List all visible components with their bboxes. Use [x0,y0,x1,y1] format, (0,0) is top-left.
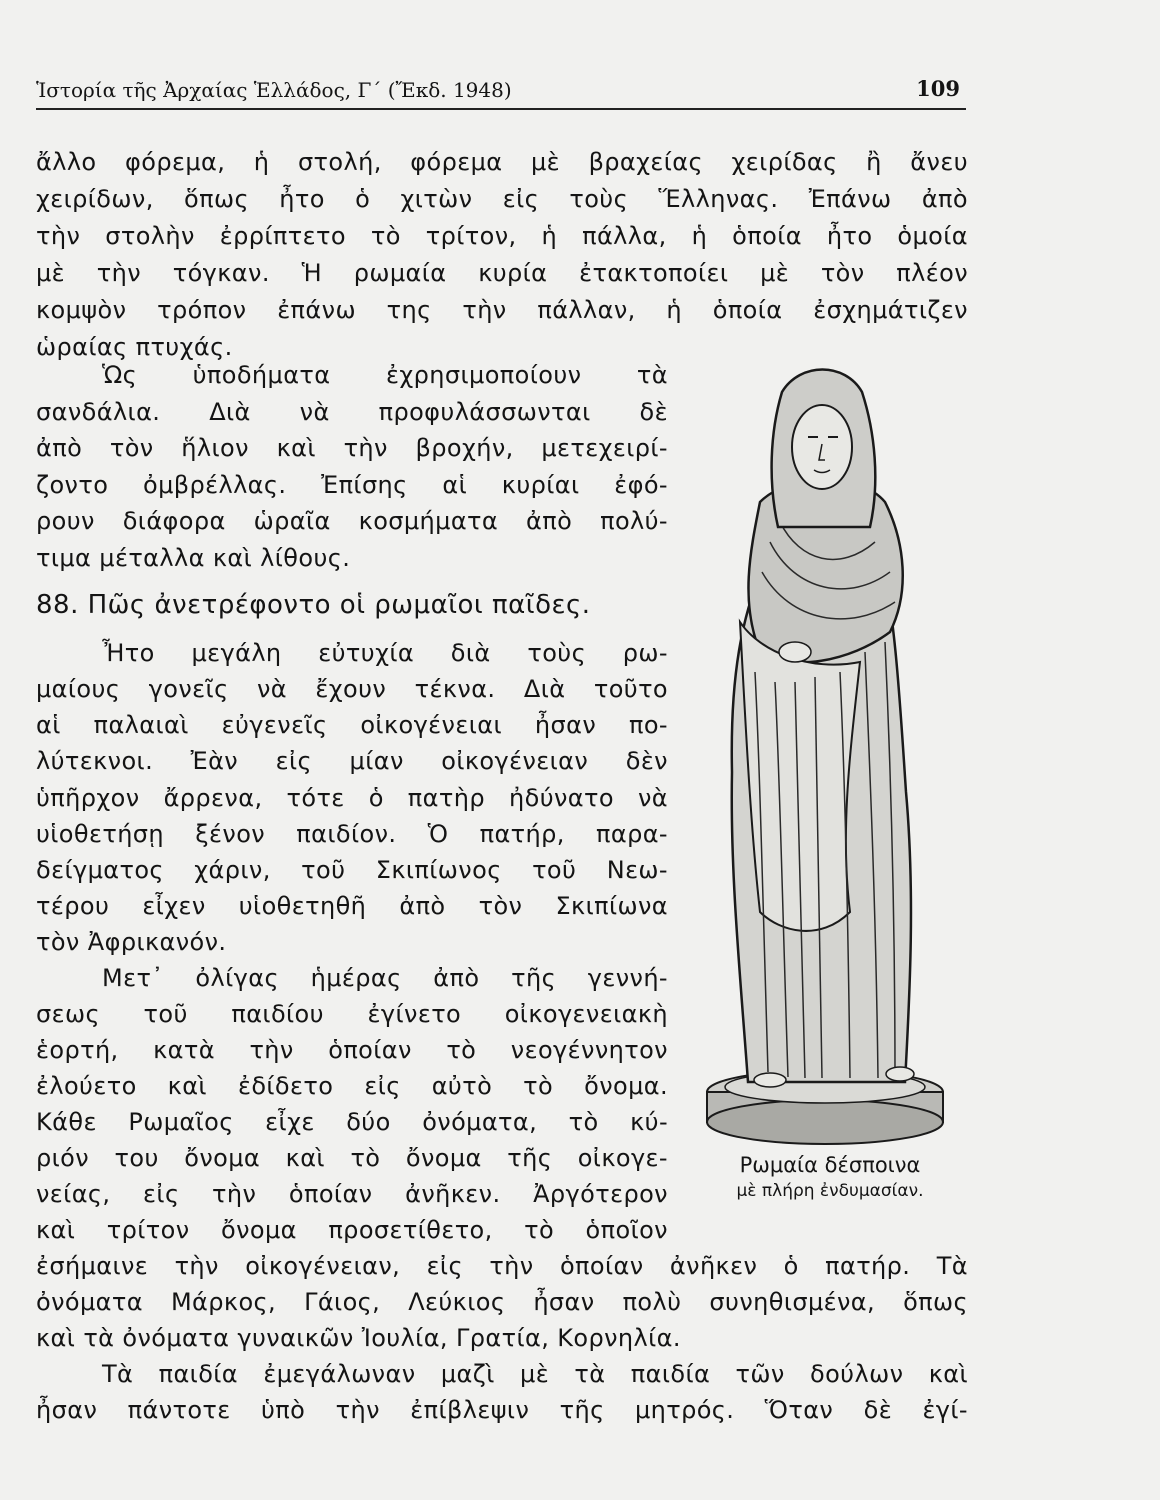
text-line: καὶ τρίτον ὄνομα προσετίθετο, τὸ ὁποῖον [36,1216,668,1244]
text-line: ἀπὸ τὸν ἥλιον καὶ τὴν βροχήν, μετεχειρί- [36,434,668,462]
text-line: τὸν Ἀφρικανόν. [36,928,227,956]
section-heading: 88. Πῶς ἀνετρέφοντο οἱ ρωμαῖοι παῖδες. [36,590,591,620]
text-line: μὲ τὴν τόγκαν. Ἡ ρωμαία κυρία ἐτακτοποίει μὲ τὸν πλέον [36,259,968,287]
figure-caption: Ρωμαία δέσποινα [739,1153,921,1177]
text-line: μαίους γονεῖς νὰ ἔχουν τέκνα. Διὰ τοῦτο [36,675,668,703]
text-line: τιμα μέταλλα καὶ λίθους. [36,544,351,572]
roman-lady-statue-illustration [700,352,950,1152]
text-line: ἑορτή, κατὰ τὴν ὁποίαν τὸ νεογέννητον [36,1036,668,1064]
header-title: Ἱστορία τῆς Ἀρχαίας Ἑλλάδος, Γ΄ (Ἔκδ. 1948) [36,78,512,102]
text-line: υἱοθετήσῃ ξένον παιδίον. Ὁ πατήρ, παρα- [36,820,668,848]
text-line: ἄλλο φόρεμα, ἡ στολή, φόρεμα μὲ βραχείας χειρίδας ἢ ἄνευ [36,148,968,176]
text-line: καὶ τὰ ὀνόματα γυναικῶν Ἰουλία, Γρατία, Κορνηλία. [36,1324,681,1352]
text-line: τὴν στολὴν ἐρρίπτετο τὸ τρίτον, ἡ πάλλα, ἡ ὁποία ἦτο ὁμοία [36,222,968,250]
text-line: ὀνόματα Μάρκος, Γάιος, Λεύκιος ἦσαν πολὺ συνηθισμένα, ὅπως [36,1288,968,1316]
text-line: χειρίδων, ὅπως ἦτο ὁ χιτὼν εἰς τοὺς Ἕλληνας. Ἐπάνω ἀπὸ [36,185,968,213]
text-line: ριόν του ὄνομα καὶ τὸ ὄνομα τῆς οἰκογε- [36,1144,668,1172]
text-line: λύτεκνοι. Ἐὰν εἰς μίαν οἰκογένειαν δὲν [36,747,668,775]
text-line: ζοντο ὀμβρέλλας. Ἐπίσης αἱ κυρίαι ἐφό- [36,471,668,499]
text-line: νείας, εἰς τὴν ὁποίαν ἀνῆκεν. Ἀργότερον [36,1180,668,1208]
text-line: ὡραίας πτυχάς. [36,333,233,361]
figure-caption-subtitle: μὲ πλήρη ἐνδυμασίαν. [736,1181,924,1201]
running-header [36,74,966,110]
text-line: ἦσαν πάντοτε ὑπὸ τὴν ἐπίβλεψιν τῆς μητρός. Ὅταν δὲ ἐγί- [36,1396,968,1424]
text-line: Κάθε Ρωμαῖος εἶχε δύο ὀνόματα, τὸ κύ- [36,1108,668,1136]
text-line: ρουν διάφορα ὡραῖα κοσμήματα ἀπὸ πολύ- [36,507,668,535]
text-line: κομψὸν τρόπον ἐπάνω της τὴν πάλλαν, ἡ ὁποία ἐσχημάτιζεν [36,296,968,324]
text-line: ἐλούετο καὶ ἐδίδετο εἰς αὐτὸ τὸ ὄνομα. [36,1072,668,1100]
text-line: Μετ᾽ ὀλίγας ἡμέρας ἀπὸ τῆς γεννή- [102,964,668,992]
text-line: δείγματος χάριν, τοῦ Σκιπίωνος τοῦ Νεω- [36,856,668,884]
text-line: Ἦτο μεγάλη εὐτυχία διὰ τοὺς ρω- [102,639,668,667]
text-line: Τὰ παιδία ἐμεγάλωναν μαζὶ μὲ τὰ παιδία τῶν δούλων καὶ [102,1360,968,1388]
text-line: Ὡς ὑποδήματα ἐχρησιμοποίουν τὰ [102,361,668,389]
text-line: τέρου εἶχεν υἱοθετηθῆ ἀπὸ τὸν Σκιπίωνα [36,892,668,920]
text-line: αἱ παλαιαὶ εὐγενεῖς οἰκογένειαι ἦσαν πο- [36,711,668,739]
text-line: σανδάλια. Διὰ νὰ προφυλάσσωνται δὲ [36,398,668,426]
text-line: ἐσήμαινε τὴν οἰκογένειαν, εἰς τὴν ὁποίαν ἀνῆκεν ὁ πατήρ. Τὰ [36,1252,968,1280]
page-number: 109 [916,76,960,101]
text-line: σεως τοῦ παιδίου ἐγίνετο οἰκογενειακὴ [36,1000,668,1028]
text-line: ὑπῆρχον ἄρρενα, τότε ὁ πατὴρ ἠδύνατο νὰ [36,784,668,812]
